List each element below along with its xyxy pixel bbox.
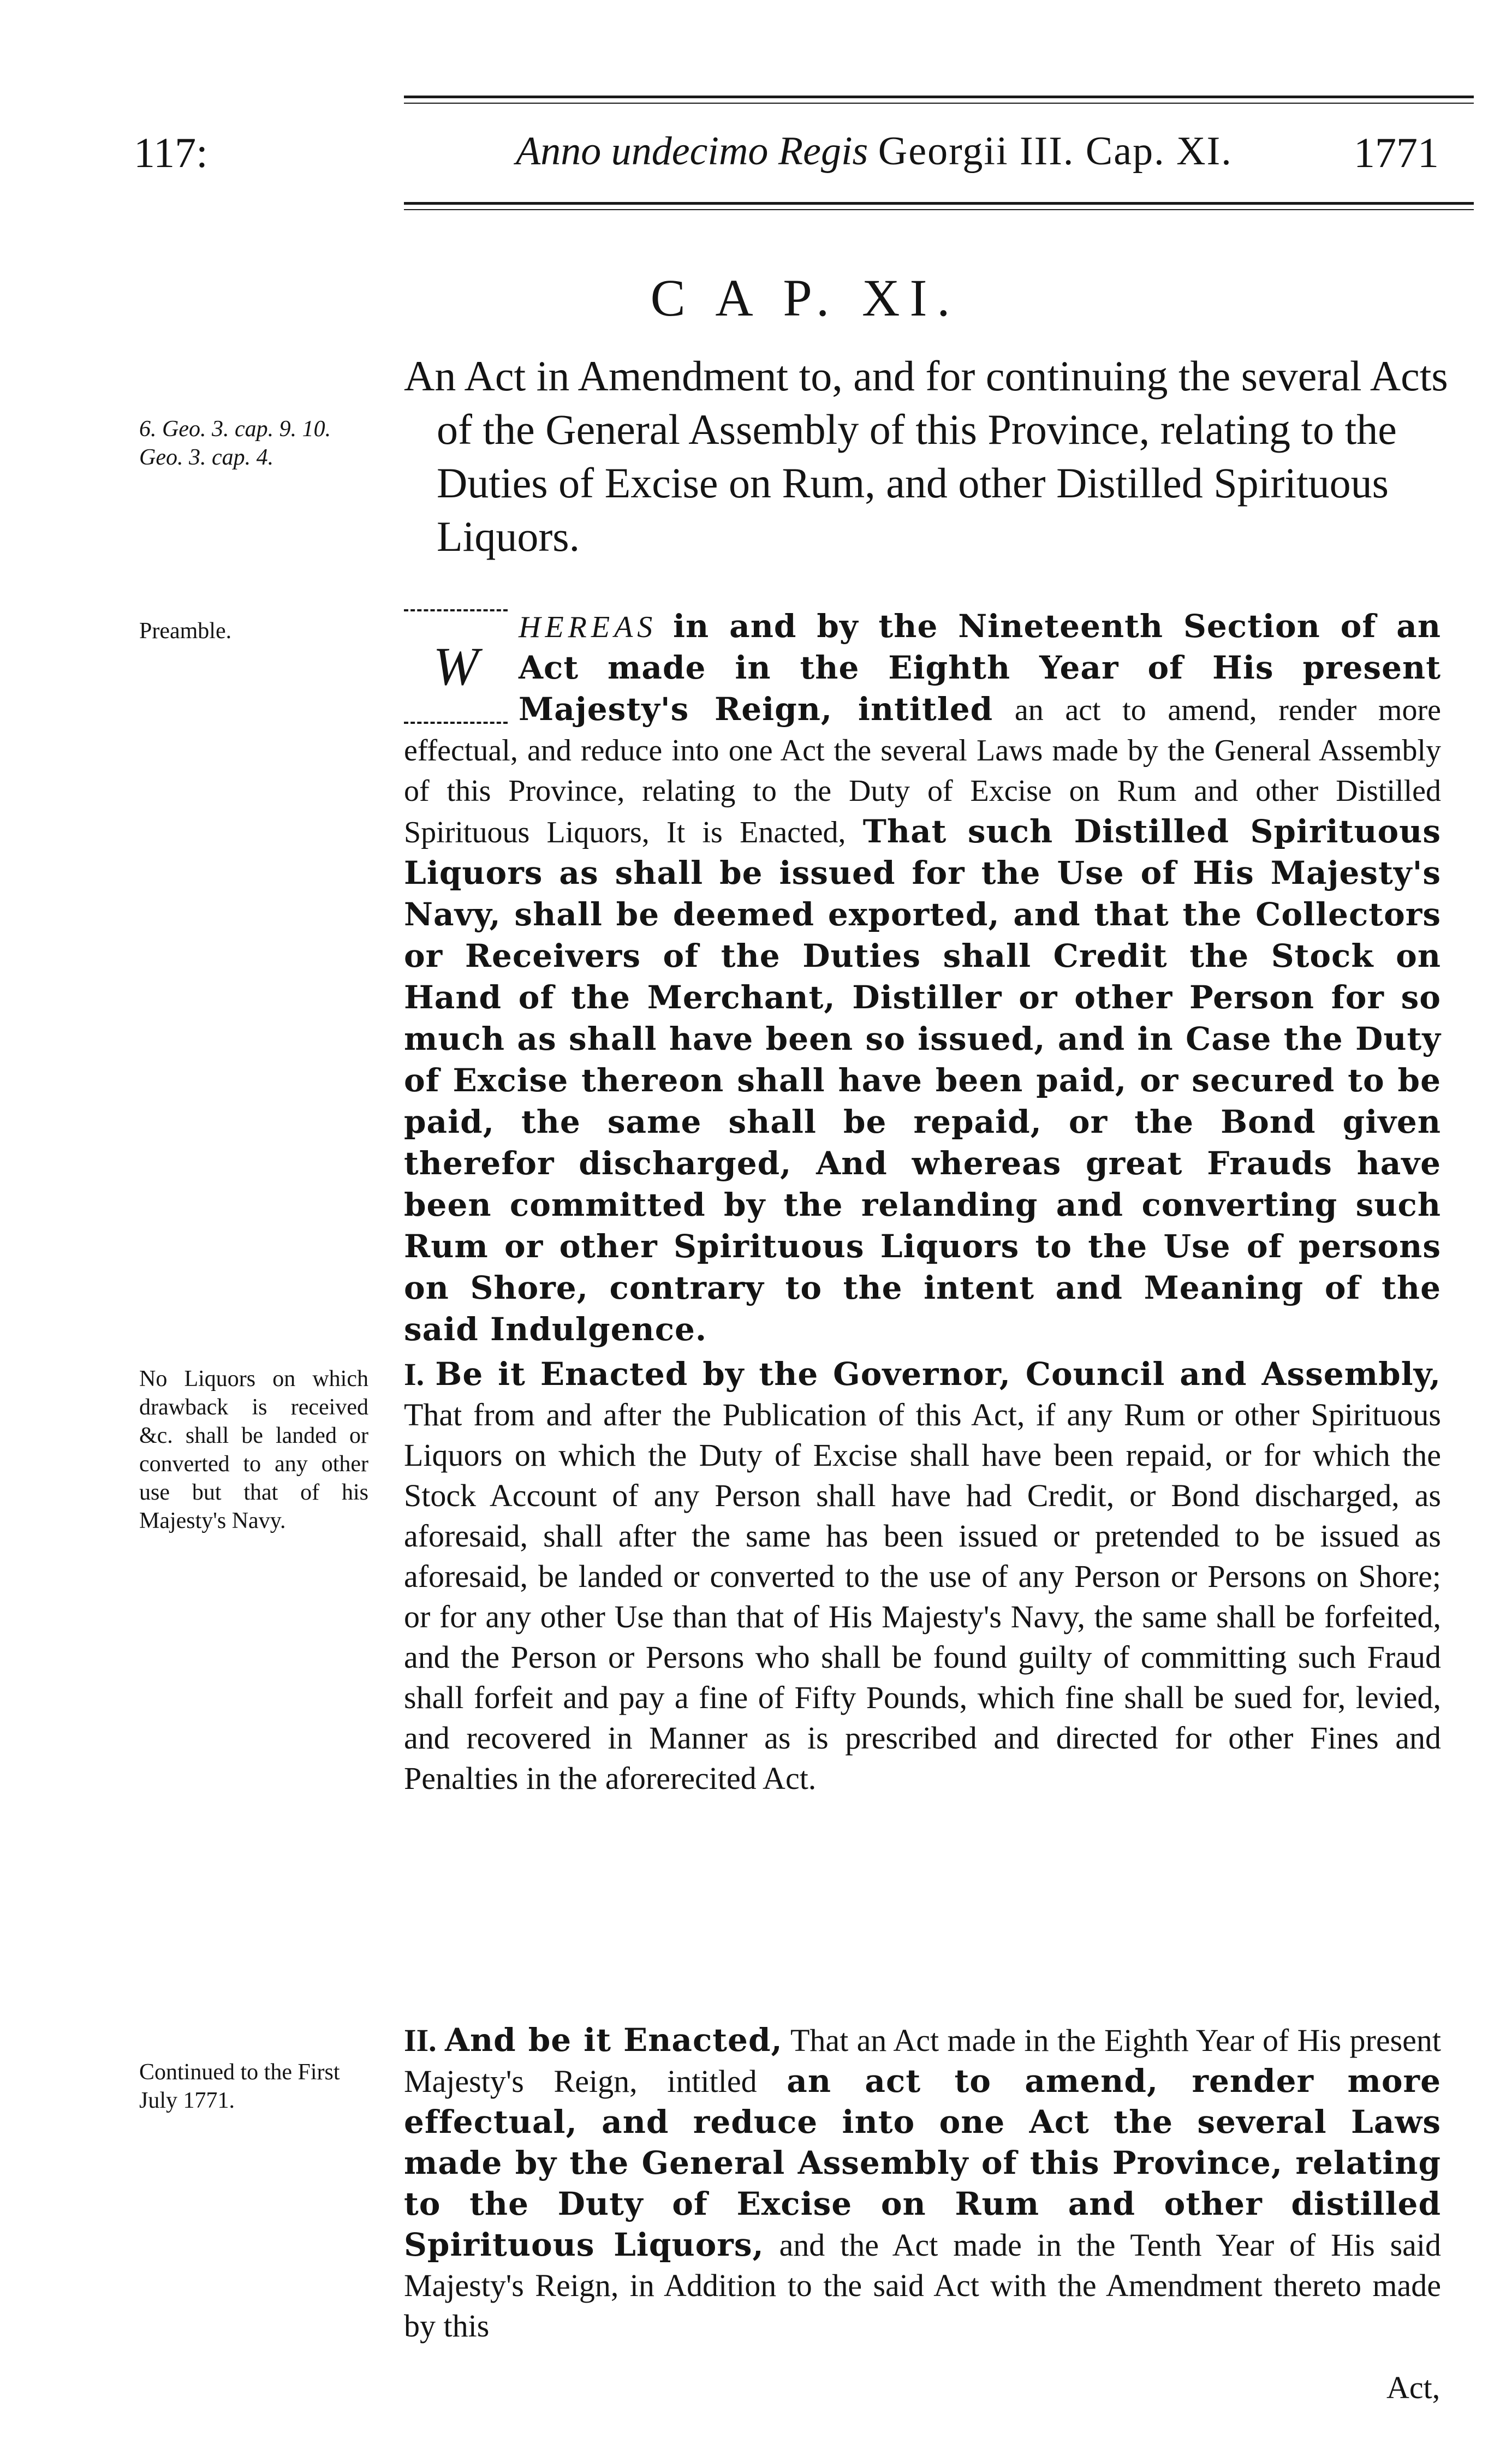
preamble [404, 606, 1441, 1351]
page-number-left: 117: [134, 129, 208, 176]
page-number-right: 1771 [1354, 129, 1439, 176]
section-2-number: II. [404, 2023, 437, 2058]
section-2-text2: and the Act made in the Tenth Year of His said Majesty's Reign, in Addition to the said Act with the Amendment thereto made by this [404, 2227, 1441, 2344]
section-1-enacting: Be it Enacted by the Governor, Council and Assembly, [435, 1355, 1442, 1393]
header-rule-top [404, 96, 1474, 98]
margin-note-preamble: Preamble. [139, 619, 232, 644]
margin-note-continued: Continued to the First July 1771. [139, 2060, 340, 2113]
catchword: Act, [1386, 2370, 1440, 2405]
page-header [0, 123, 1512, 188]
running-head [516, 128, 1233, 175]
header-rule-bottom-thin [404, 209, 1474, 210]
running-head-rest: Georgii III. Cap. XI. [878, 129, 1233, 174]
chapter-title: C A P. XI. [650, 269, 960, 327]
running-head-italic: Anno undecimo Regis [516, 129, 868, 174]
margin-note-liquors: No Liquors on which drawback is received &c. shall be landed or converted to any other use but that of his Majesty's Navy. [139, 1366, 368, 1533]
drop-cap: W [404, 609, 508, 724]
section-1-text: That from and after the Publication of this Act, if any Rum or other Spirituous Liquors on which the Duty of Excise shall have been repaid, or for which the Stock Account of any Person shall have had Credit, or Bond discharged, as aforesaid, shall after the same has been issued or pretended to be issued as aforesaid, be landed or converted to the use of any Person or Persons on Shore; or for any other Use than that of His Majesty's Navy, the same shall be forfeited, and the Person or Persons who shall be found guilty of committing such Fraud shall forfeit and pay a fine of Fifty Pounds, which fine shall be sued for, levied, and recovered in Manner as is prescribed and directed for other Fines and Penalties in the aforerecited Act. [404, 1397, 1441, 1796]
section-2-enacting: And be it Enacted, [444, 2021, 783, 2059]
preamble-part1: in and by the Nineteenth Section of an Act made in the Eighth Year of His present Majesty's Reign, intitled [519, 608, 1441, 728]
header-rule-bottom [404, 202, 1474, 205]
section-1 [404, 1354, 1441, 1799]
preamble-part3: That such Distilled Spirituous Liquors as shall be issued for the Use of His Majesty's Navy, shall be deemed exported, and that the Collectors or Receivers of the Duties shall Credit the Stock on Hand of the Merchant, Distiller or other Person for so much as shall have been so issued, and in Case the Duty of Excise thereon shall have been paid, or secured to be paid, the same shall be repaid, or the Bond given therefor discharged, And whereas great Frauds have been committed by the relanding and converting such Rum or other Spirituous Liquors to the Use of persons on Shore, contrary to the intent and Meaning of the said Indulgence. [404, 813, 1442, 1348]
margin-note-references: 6. Geo. 3. cap. 9. 10. Geo. 3. cap. 4. [139, 417, 331, 470]
section-2 [404, 2020, 1441, 2346]
section-2-text1: That an Act made in the Eighth Year of His present Majesty's Reign, intitled [404, 2023, 1441, 2099]
section-2-act-title: an act to amend, render more effectual, and reduce into one Act the several Laws made by the General Assembly of this Province, relating to the Duty of Excise on Rum and other distilled Spirituous Liquors, [404, 2062, 1441, 2263]
preamble-lead: HEREAS [519, 610, 657, 644]
preamble-part2: an act to amend, render more effectual, and reduce into one Act the several Laws made by the General Assembly of this Province, relating to the Duty of Excise on Rum and other Distilled Spirituous Liquors, It is Enacted, [404, 693, 1441, 849]
act-title: An Act in Amendment to, and for continuing the several Acts of the General Assembly of this Province, relating to the Duties of Excise on Rum, and other Distilled Spirituous Liquors. [404, 352, 1448, 560]
section-1-number: I. [404, 1357, 425, 1392]
header-rule-top-thin [404, 103, 1474, 104]
